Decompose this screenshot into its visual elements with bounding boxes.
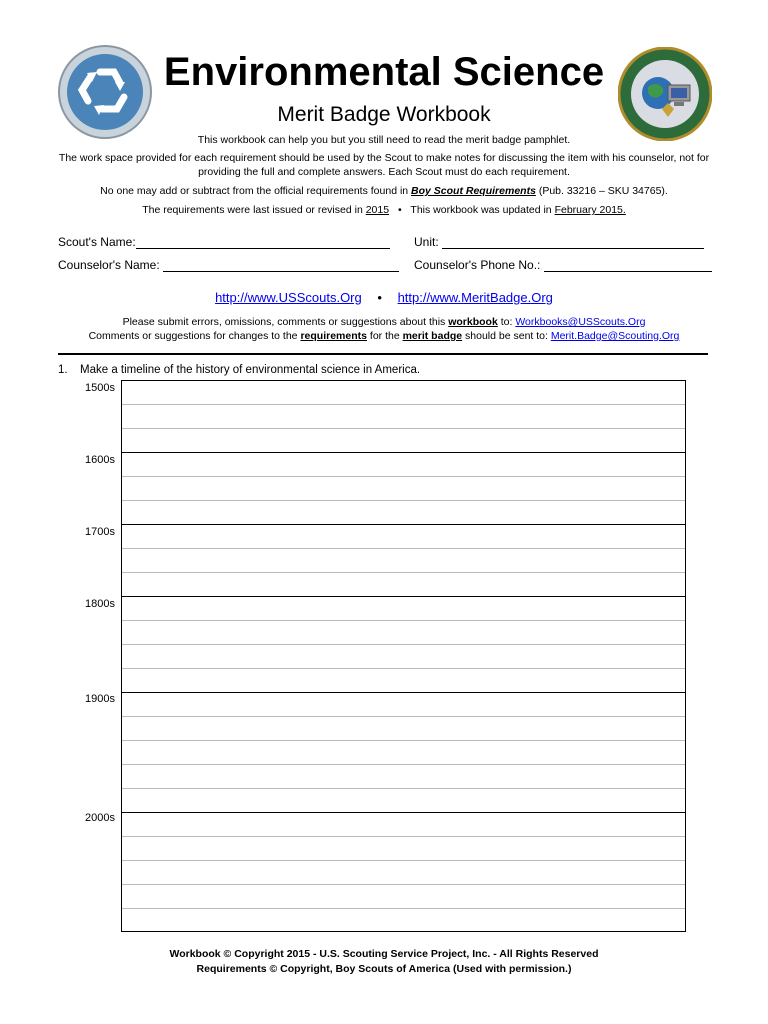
submit-line1-mid: to: [497, 316, 516, 328]
writing-line [122, 836, 685, 837]
requirement-1 [58, 364, 420, 376]
page-subtitle: Merit Badge Workbook [277, 103, 491, 126]
unit-line[interactable] [442, 237, 704, 249]
usscouts-link[interactable]: http://www.USScouts.Org [215, 290, 362, 305]
writing-line [122, 644, 685, 645]
era-divider-1900s [122, 692, 685, 693]
copyright-footer [0, 947, 768, 977]
era-divider-1700s [122, 524, 685, 525]
issued-pre: The requirements were last issued or revised in [142, 204, 366, 216]
writing-line [122, 884, 685, 885]
updated-date: February 2015. [554, 204, 626, 216]
footer-line-2: Requirements © Copyright, Boy Scouts of America (Used with permission.) [196, 963, 572, 975]
submit-changes-note [0, 329, 768, 343]
writing-line [122, 500, 685, 501]
official-book-title: Boy Scout Requirements [411, 185, 536, 197]
submit-line2-pre: Comments or suggestions for changes to the [88, 330, 301, 342]
era-label-1800s: 1800s [85, 598, 115, 610]
writing-line [122, 572, 685, 573]
merit-badge-email-link[interactable]: Merit.Badge@Scouting.Org [550, 330, 680, 342]
issued-year: 2015 [365, 204, 390, 216]
unit-label: Unit: [414, 235, 439, 249]
submit-line2-mid: for the [366, 330, 403, 342]
scout-name-label: Scout's Name: [58, 235, 136, 249]
writing-line [122, 908, 685, 909]
submit-line1-bold: workbook [448, 316, 498, 328]
links-separator: • [377, 290, 382, 305]
website-links [0, 290, 768, 305]
era-label-1700s: 1700s [85, 526, 115, 538]
submit-line2-bold1: requirements [300, 330, 367, 342]
era-divider-1600s [122, 452, 685, 453]
counselor-phone-label: Counselor's Phone No.: [414, 258, 541, 272]
submit-errors-note [0, 315, 768, 329]
counselor-phone-field[interactable] [414, 258, 712, 272]
era-label-2000s: 2000s [85, 812, 115, 824]
writing-line [122, 476, 685, 477]
workbooks-email-link[interactable]: Workbooks@USScouts.Org [515, 316, 646, 328]
revision-note [50, 203, 718, 217]
scout-name-field[interactable] [58, 235, 390, 249]
writing-line [122, 860, 685, 861]
intro-line-1: This workbook can help you but you still need to read the merit badge pamphlet. [197, 134, 571, 146]
writing-line [122, 668, 685, 669]
scout-name-line[interactable] [136, 237, 390, 249]
footer-line-1: Workbook © Copyright 2015 - U.S. Scouting Service Project, Inc. - All Rights Reserved [169, 948, 599, 960]
timeline-writing-area[interactable] [121, 380, 686, 932]
section-divider [58, 353, 708, 355]
submit-line2-post: should be sent to: [462, 330, 551, 342]
submit-line1-pre: Please submit errors, omissions, comments or suggestions about this [122, 316, 449, 328]
era-divider-1800s [122, 596, 685, 597]
official-note-pre: No one may add or subtract from the official requirements found in [100, 185, 412, 197]
unit-field[interactable] [414, 235, 704, 249]
updated-pre: This workbook was updated in [410, 204, 555, 216]
requirement-text: Make a timeline of the history of environmental science in America. [80, 364, 421, 376]
revision-bullet: • [397, 204, 402, 216]
counselor-phone-line[interactable] [544, 260, 712, 272]
writing-line [122, 740, 685, 741]
writing-line [122, 620, 685, 621]
writing-line [122, 764, 685, 765]
writing-line [122, 428, 685, 429]
submit-line2-bold2: merit badge [402, 330, 463, 342]
official-note-post: (Pub. 33216 – SKU 34765). [535, 185, 668, 197]
official-requirements-note [50, 184, 718, 198]
era-label-1900s: 1900s [85, 693, 115, 705]
era-divider-2000s [122, 812, 685, 813]
writing-line [122, 716, 685, 717]
counselor-name-field[interactable] [58, 258, 399, 272]
counselor-name-label: Counselor's Name: [58, 258, 160, 272]
meritbadge-link[interactable]: http://www.MeritBadge.Org [397, 290, 553, 305]
requirement-number: 1. [58, 364, 68, 376]
writing-line [122, 548, 685, 549]
era-label-1600s: 1600s [85, 454, 115, 466]
counselor-name-line[interactable] [163, 260, 399, 272]
intro-line-2: The work space provided for each requirement should be used by the Scout to make notes for discussing the item with his counselor, not for providing the full and complete answers. Each Scout must do each requirement. [58, 152, 710, 178]
writing-line [122, 404, 685, 405]
writing-line [122, 788, 685, 789]
page-title: Environmental Science [163, 50, 605, 94]
era-label-1500s: 1500s [85, 382, 115, 394]
